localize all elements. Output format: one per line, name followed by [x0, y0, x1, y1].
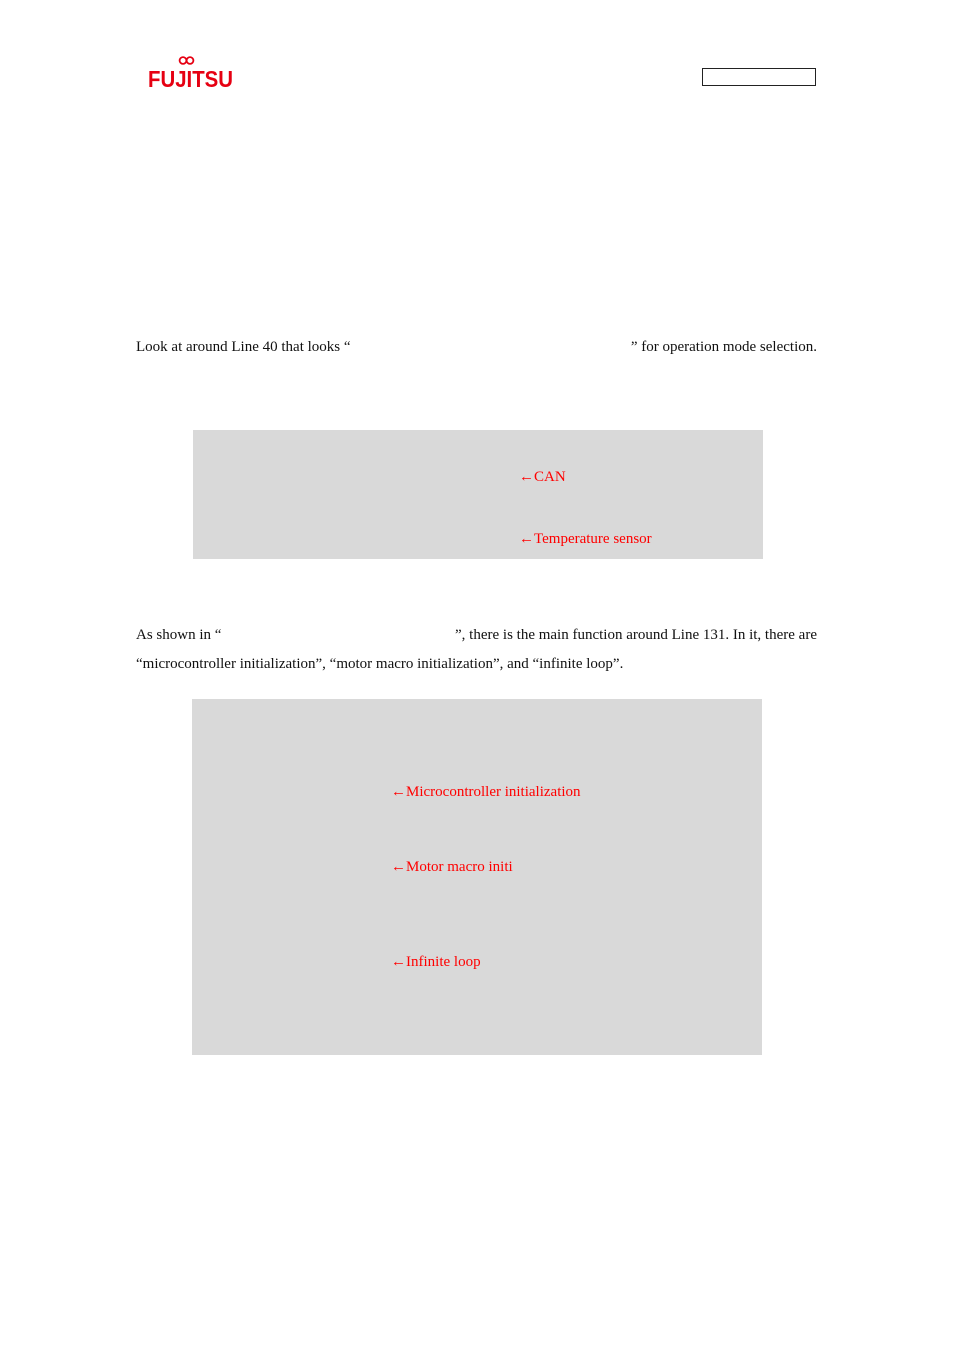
- code-block-mode-selection: [193, 430, 763, 559]
- annotation-infinite-loop: ←Infinite loop: [391, 954, 481, 970]
- paragraph1-text-before: Look at around Line 40 that looks “: [136, 339, 351, 355]
- paragraph1-text-after: ” for operation mode selection.: [630, 339, 817, 355]
- paragraph2-text-after: ”, there is the main function around Line 131. In it, there are: [455, 627, 817, 643]
- annotation-can: ←CAN: [519, 469, 566, 485]
- code-block-main-function: [192, 699, 762, 1055]
- paragraph-mode-selection: [136, 333, 817, 362]
- annotation-microcontroller-init: ←Microcontroller initialization: [391, 784, 581, 800]
- paragraph2-line2: “microcontroller initialization”, “motor macro initialization”, and “infinite loop”.: [136, 656, 624, 672]
- document-number-box: [702, 68, 816, 86]
- paragraph2-text-before: As shown in “: [136, 627, 222, 643]
- fujitsu-logo: [147, 54, 237, 96]
- annotation-motor-macro-init: ←Motor macro initi: [391, 859, 513, 875]
- paragraph2-line1: [136, 621, 817, 650]
- annotation-temperature-sensor: ←Temperature sensor: [519, 531, 652, 547]
- svg-text:FUJITSU: FUJITSU: [148, 66, 233, 92]
- fujitsu-logo-icon: [147, 54, 237, 96]
- file-reference-placeholder: [252, 621, 424, 650]
- paragraph-main-function: [136, 621, 817, 679]
